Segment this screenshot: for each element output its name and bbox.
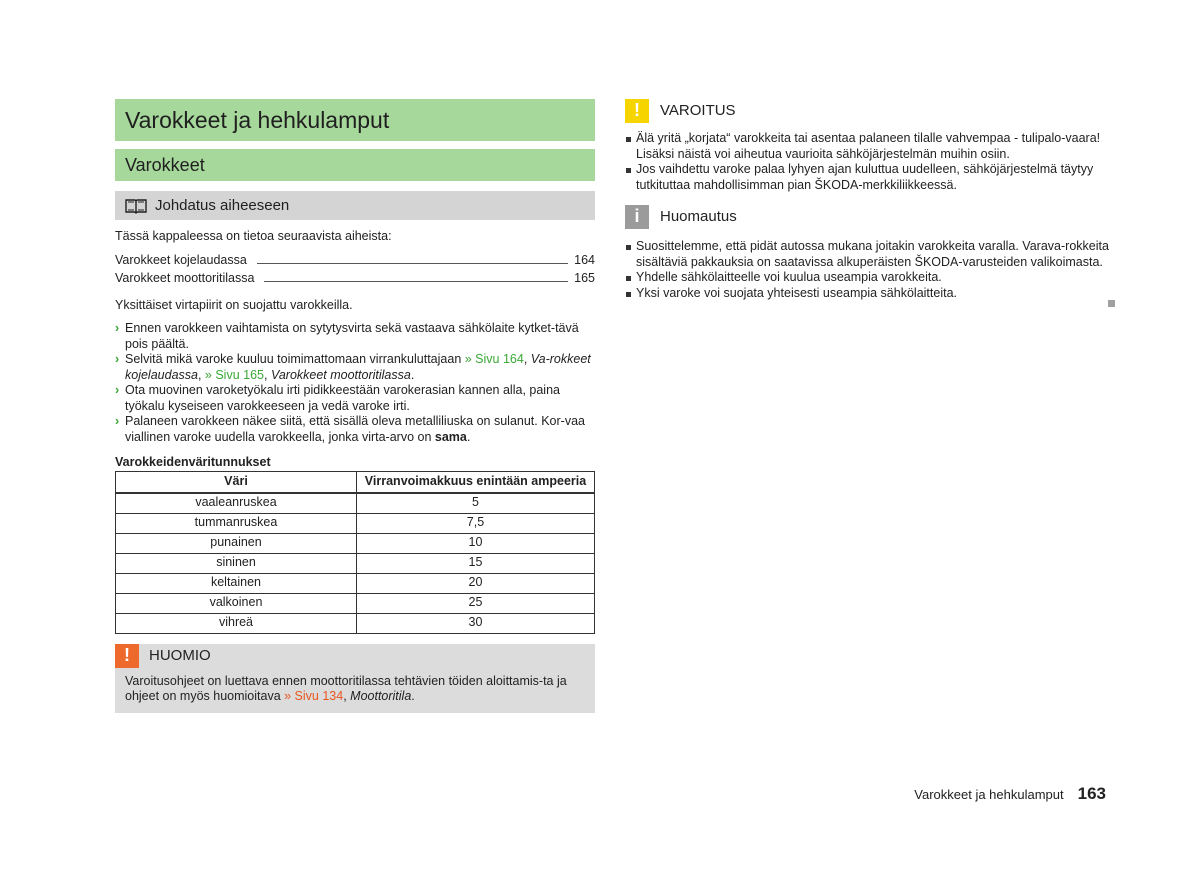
huomautus-header <box>625 205 1115 229</box>
footer-title: Varokkeet ja hehkulamput <box>914 787 1064 802</box>
toc-item[interactable] <box>115 253 595 271</box>
table-header: Virranvoimakkuus enintään ampeeria <box>357 471 595 493</box>
toc-page: 164 <box>574 252 595 267</box>
list-item: Yhdelle sähkölaitteelle voi kuulua useampia varokkeita. <box>625 270 1115 286</box>
huomautus-list <box>625 239 1115 301</box>
toc-label: Varokkeet moottoritilassa <box>115 270 255 285</box>
intro-text: Tässä kappaleessa on tietoa seuraavista aiheista: <box>115 229 392 243</box>
step-item: › Palaneen varokkeen näkee siitä, että sisällä oleva metalliliuska on sulanut. Kor-vaa viallinen varoke uudella varokkeella, jonka virta-arvo on sama. <box>115 414 585 444</box>
huomautus-title: Huomautus <box>660 208 737 226</box>
varoitus-list <box>625 131 1115 193</box>
toc-list <box>115 253 595 289</box>
list-item: Suosittelemme, että pidät autossa mukana joitakin varokkeita varalla. Varava-rokkeita sisältäviä pakkauksia on saatavissa alkuperäisten ŠKODA-varusteiden valikoimasta. <box>625 239 1115 270</box>
info-icon: i <box>625 205 649 229</box>
page-link[interactable]: » Sivu 165 <box>204 367 264 382</box>
table-row: valkoinen 25 <box>116 593 595 613</box>
toc-label: Varokkeet kojelaudassa <box>115 252 247 267</box>
book-icon <box>125 198 147 214</box>
huomio-header <box>115 644 595 668</box>
chevron-right-icon: › <box>115 414 120 428</box>
page-link[interactable]: » Sivu 164 <box>464 352 524 366</box>
table-caption: Varokkeidenväritunnukset <box>115 455 271 469</box>
toc-page: 165 <box>574 270 595 285</box>
toc-item[interactable] <box>115 271 595 289</box>
huomio-box <box>115 644 595 713</box>
chevron-right-icon: › <box>115 321 120 335</box>
list-item: Älä yritä „korjata“ varokkeita tai asentaa palaneen tilalle vahvempaa - tulipalo-vaara! Lisäksi näistä voi aiheutua vaurioita sähköjärjestelmän muihin osiin. <box>625 131 1115 162</box>
chevron-right-icon: › <box>115 352 120 366</box>
single-circuits-text: Yksittäiset virtapiirit on suojattu varokkeilla. <box>115 297 353 312</box>
exclamation-icon: ! <box>115 644 139 668</box>
table-row: sininen 15 <box>116 553 595 573</box>
table-row: keltainen 20 <box>116 573 595 593</box>
section-title: Varokkeet <box>115 149 595 181</box>
table-row: vaaleanruskea 5 <box>116 493 595 514</box>
page-footer <box>914 786 1106 803</box>
chevron-right-icon: › <box>115 383 120 397</box>
step-item: › Ennen varokkeen vaihtamista on sytytysvirta sekä vastaava sähkölaite kytket-tävä pois päältä. <box>115 321 579 351</box>
section-end-marker <box>1108 300 1115 307</box>
page-number: 163 <box>1077 784 1106 803</box>
right-column <box>625 99 1115 301</box>
chapter-title: Varokkeet ja hehkulamput <box>115 99 595 141</box>
table-header-row <box>116 471 595 493</box>
huomio-text: Varoitusohjeet on luettava ennen moottoritilassa tehtävien töiden aloittamis-ta ja ohjeet on myös huomioitava » Sivu 134, Moottoritila. <box>125 673 567 703</box>
table-row: punainen 10 <box>116 533 595 553</box>
huomio-title: HUOMIO <box>149 646 211 664</box>
list-item: Jos vaihdettu varoke palaa lyhyen ajan kuluttua uudelleen, sähköjärjestelmä täytyy tutkituttaa mahdollisimman pian ŠKODA-merkkiliikkeessä. <box>625 162 1115 193</box>
table-row: tummanruskea 7,5 <box>116 513 595 533</box>
varoitus-header <box>625 99 1115 123</box>
table-row: vihreä 30 <box>116 613 595 633</box>
table-header: Väri <box>116 471 357 493</box>
step-item: › Selvitä mikä varoke kuuluu toimimattomaan virrankuluttajaan » Sivu 164, Va-rokkeet kojelaudassa, » Sivu 165, Varokkeet moottoritilassa. <box>115 352 591 382</box>
intro-header <box>115 191 595 220</box>
fuse-color-table <box>115 471 595 634</box>
step-item: › Ota muovinen varoketyökalu irti pidikkeestään varokerasian kannen alla, paina työkalu kyseiseen varokkeeseen ja vedä varoke irti. <box>115 383 560 413</box>
page-link[interactable]: » Sivu 134 <box>284 689 344 703</box>
intro-title: Johdatus aiheeseen <box>155 197 290 214</box>
list-item: Yksi varoke voi suojata yhteisesti useampia sähkölaitteita. <box>625 286 1115 302</box>
toc-leader <box>257 263 568 264</box>
steps-list <box>115 321 595 445</box>
toc-leader <box>264 281 568 282</box>
warning-exclamation-icon: ! <box>625 99 649 123</box>
left-column <box>115 99 595 713</box>
varoitus-title: VAROITUS <box>660 102 736 120</box>
